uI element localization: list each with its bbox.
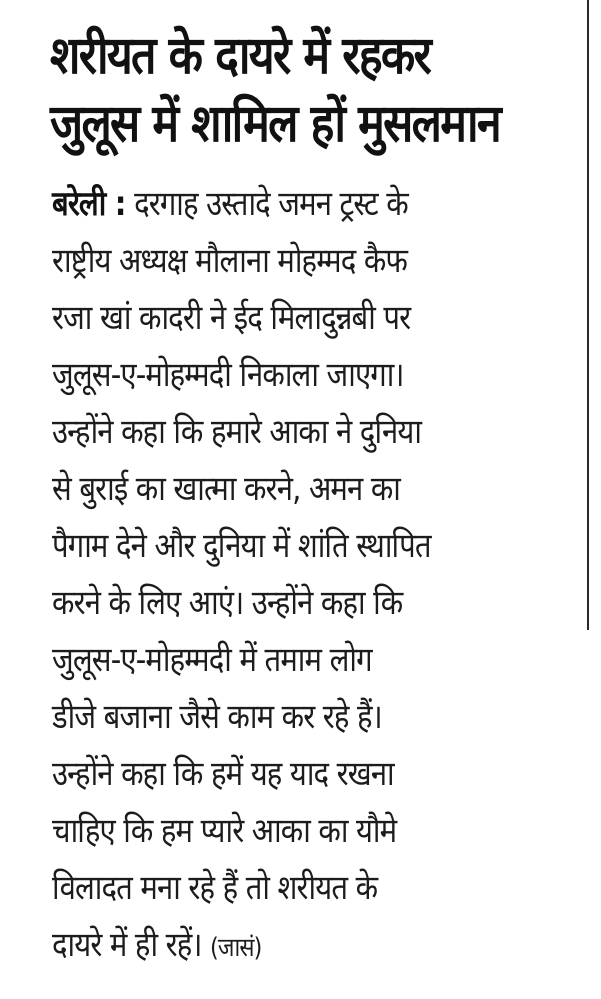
article-line-11: उन्होंने कहा कि हमें यह याद रखना — [52, 754, 394, 794]
news-agency-credit: (जासं) — [210, 933, 262, 963]
column-divider — [587, 0, 589, 630]
article-line-14-text: दायरे में ही रहें। — [52, 925, 202, 965]
article-line-3: रजा खां कादरी ने ईद मिलादुन्नबी पर — [52, 298, 411, 338]
headline-line-1: शरीयत के दायरे में रहकर — [50, 26, 431, 86]
article-line-8: करने के लिए आएं। उन्होंने कहा कि — [52, 583, 403, 623]
article-line-9: जुलूस-ए-मोहम्मदी में तमाम लोग — [52, 640, 372, 680]
article-line-13: विलादत मना रहे हैं तो शरीयत के — [52, 868, 378, 908]
article-line-14 — [52, 917, 534, 977]
article-line-12: चाहिए कि हम प्यारे आका का यौमे — [52, 811, 397, 851]
article-line-10: डीजे बजाना जैसे काम कर रहे हैं। — [52, 697, 382, 737]
dateline: बरेली : — [52, 184, 126, 224]
article-line-5: उन्होंने कहा कि हमारे आका ने दुनिया — [52, 412, 422, 452]
article-line-4: जुलूस-ए-मोहम्मदी निकाला जाएगा। — [52, 355, 404, 395]
headline — [50, 22, 514, 158]
article-line-1 — [52, 176, 534, 233]
article-body — [52, 176, 534, 977]
article-line-1-text: दरगाह उस्तादे जमन ट्रस्ट के — [134, 184, 408, 224]
article-line-7: पैगाम देने और दुनिया में शांति स्थापित — [52, 526, 431, 566]
article-line-2: राष्ट्रीय अध्यक्ष मौलाना मोहम्मद कैफ — [52, 241, 408, 281]
headline-line-2: जुलूस में शामिल हों मुसलमान — [50, 94, 500, 154]
article-line-6: से बुराई का खात्मा करने, अमन का — [52, 469, 401, 509]
